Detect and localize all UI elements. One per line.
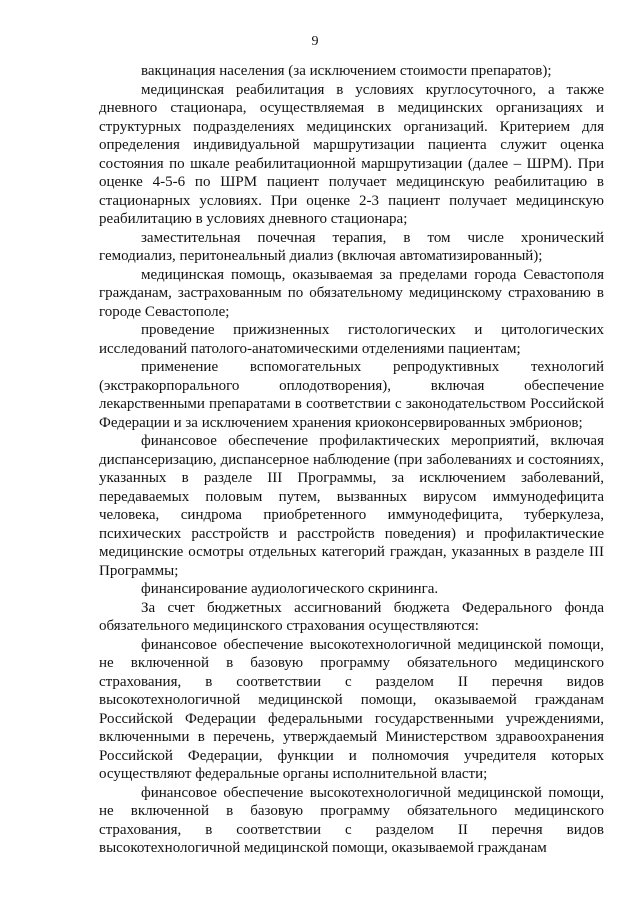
- document-body: [99, 62, 604, 858]
- paragraph: финансовое обеспечение высокотехнологичной медицинской помощи, не включенной в базовую программу обязательного медицинского страхования, в соответствии с разделом II перечня видов высокотехнологичной медицинской помощи, оказываемой гражданам: [99, 784, 604, 856]
- paragraph: финансовое обеспечение высокотехнологичной медицинской помощи, не включенной в базовую программу обязательного медицинского страхования, в соответствии с разделом II перечня видов высокотехнологичной медицинской помощи, оказываемой гражданам Российской Федерации федеральными государственными учреждениями, включенными в перечень, утверждаемый Министерством здравоохранения Российской Федерации, функции и полномочия учредителя которых осуществляют федеральные органы исполнительной власти;: [99, 636, 604, 782]
- paragraph: применение вспомогательных репродуктивных технологий (экстракорпорального оплодотворения), включая обеспечение лекарственными препаратами в соответствии с законодательством Российской Федерации и за исключением хранения криоконсервированных эмбрионов;: [99, 359, 604, 431]
- paragraph: вакцинация населения (за исключением стоимости препаратов);: [141, 63, 552, 79]
- paragraph: финансовое обеспечение профилактических мероприятий, включая диспансеризацию, диспансерное наблюдение (при заболеваниях и состояниях, указанных в разделе III Программы, за исключением заболеваний, передаваемых половым путем, вызванных вирусом иммунодефицита человека, синдрома приобретенного иммунодефицита, туберкулеза, психических расстройств и расстройств поведения) и профилактические медицинские осмотры отдельных категорий граждан, указанных в разделе III Программы;: [99, 433, 604, 579]
- paragraph: заместительная почечная терапия, в том числе хронический гемодиализ, перитонеальный диализ (включая автоматизированный);: [99, 229, 604, 264]
- paragraph: финансирование аудиологического скрининга.: [141, 581, 439, 597]
- page-number: 9: [311, 34, 319, 49]
- paragraph: медицинская помощь, оказываемая за пределами города Севастополя гражданам, застрахованным по обязательному медицинскому страхованию в городе Севастополе;: [99, 266, 604, 320]
- paragraph: медицинская реабилитация в условиях круглосуточного, а также дневного стационара, осуществляемая в медицинских организациях и структурных подразделениях медицинских организаций. Критерием для определения индивидуальной маршрутизации пациента служит оценка состояния по шкале реабилитационной маршрутизации (далее – ШРМ). При оценке 4-5-6 по ШРМ пациент получает медицинскую реабилитацию в стационарных условиях. При оценке 2-3 пациент получает медицинскую реабилитацию в условиях дневного стационара;: [99, 81, 604, 227]
- paragraph: проведение прижизненных гистологических и цитологических исследований патолого-анатомическими отделениями пациентам;: [99, 322, 604, 357]
- paragraph: За счет бюджетных ассигнований бюджета Федерального фонда обязательного медицинского страхования осуществляются:: [99, 599, 604, 634]
